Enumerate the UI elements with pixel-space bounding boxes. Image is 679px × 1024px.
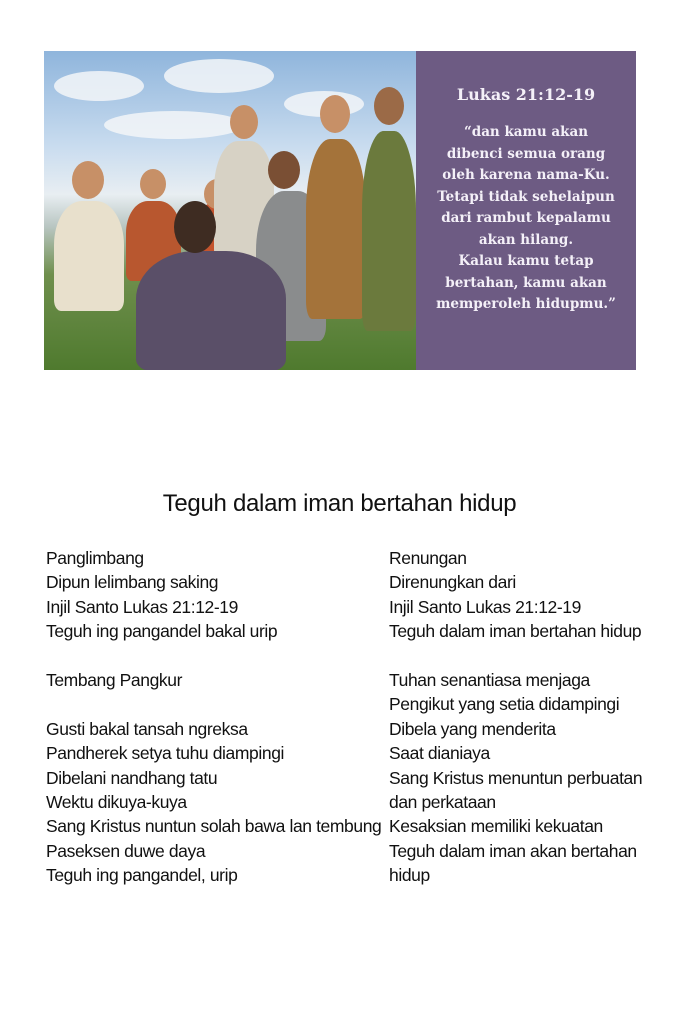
left-verse-line: Wektu dikuya-kuya (46, 792, 187, 813)
javanese-column (46, 546, 382, 888)
left-verse-line: Dibelani nandhang tatu (46, 767, 218, 788)
right-intro-line: Teguh dalam iman bertahan hidup (389, 621, 642, 642)
page-title: Teguh dalam iman bertahan hidup (162, 490, 517, 517)
left-intro-line: Dipun lelimbang saking (46, 572, 219, 593)
left-intro-line: Panglimbang (46, 548, 144, 568)
left-verse-line: Pandherek setya tuhu diampingi (46, 743, 285, 764)
right-verse-line: Pengikut yang setia didampingi (389, 694, 620, 715)
right-verse-line: dan perkataan (389, 792, 496, 813)
left-verse-line: Teguh ing pangandel, urip (46, 865, 238, 886)
right-verse-line: Tuhan senantiasa menjaga (389, 670, 590, 691)
scripture-reference: Lukas 21:12-19 (456, 85, 596, 104)
right-intro-line: Direnungkan dari (389, 572, 516, 593)
right-intro-line: Renungan (389, 548, 467, 568)
jesus-disciples-painting (44, 51, 416, 370)
left-intro-line: Injil Santo Lukas 21:12-19 (46, 596, 238, 617)
indonesian-column (389, 546, 669, 888)
right-intro-line: Injil Santo Lukas 21:12-19 (389, 596, 581, 617)
right-verse-line: Sang Kristus menuntun perbuatan (389, 767, 643, 788)
right-verse-line: Saat dianiaya (389, 743, 490, 764)
left-verse-line: Paseksen duwe daya (46, 840, 206, 861)
left-verse-line: Sang Kristus nuntun solah bawa lan tembung (46, 816, 382, 837)
scripture-quote-panel (416, 51, 636, 370)
right-verse-line: Kesaksian memiliki kekuatan (389, 816, 603, 837)
right-verse-line: hidup (389, 865, 430, 886)
right-verse-line: Teguh dalam iman akan bertahan (389, 840, 637, 861)
song-title: Tembang Pangkur (46, 670, 183, 691)
scripture-quote: “dan kamu akan dibenci semua orang oleh karena nama-Ku. Tetapi tidak sehelaipun dari rambut kepalamu akan hilang. Kalau kamu tetap bertahan, kamu akan memperoleh hidupmu.” (436, 124, 616, 312)
left-verse-line: Gusti bakal tansah ngreksa (46, 718, 248, 739)
banner (44, 51, 636, 370)
right-verse-line: Dibela yang menderita (389, 718, 556, 739)
left-intro-line: Teguh ing pangandel bakal urip (46, 621, 278, 642)
